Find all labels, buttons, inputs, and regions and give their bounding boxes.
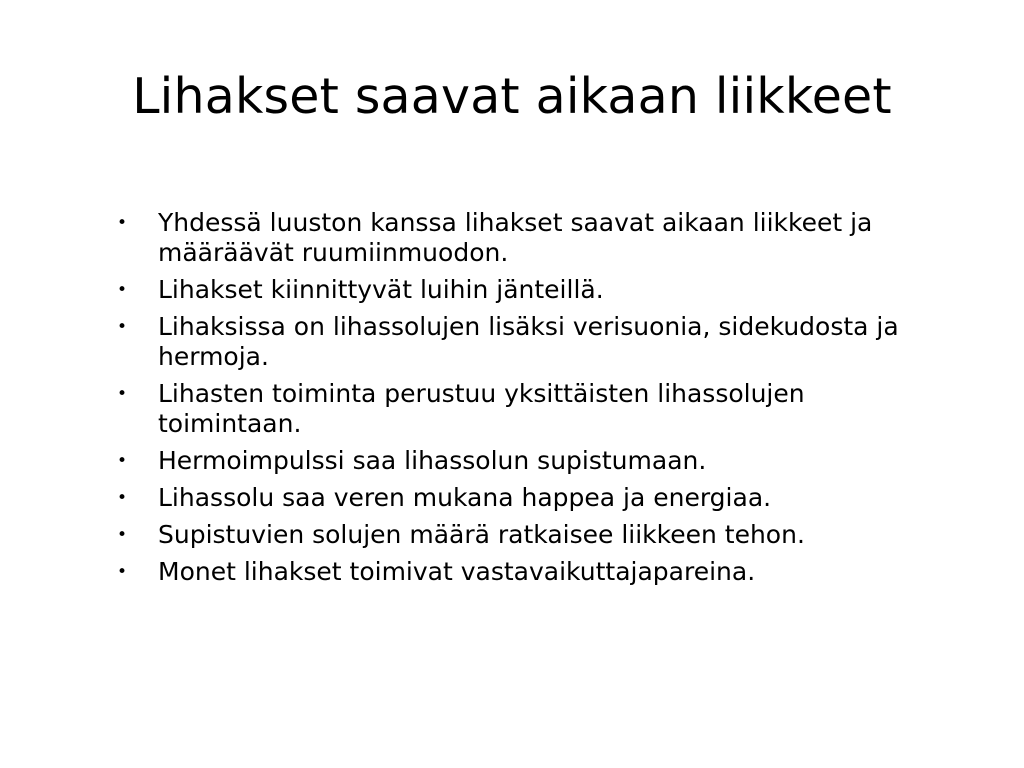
bullet-marker: • [117, 451, 128, 471]
bullet-marker: • [117, 525, 128, 545]
bullet-item [112, 312, 932, 372]
slide-title: Lihakset saavat aikaan liikkeet [132, 68, 892, 125]
bullet-text: Lihassolu saa veren mukana happea ja energiaa. [158, 483, 772, 512]
bullet-text: Lihakset kiinnittyvät luihin jänteillä. [158, 275, 604, 304]
bullet-marker: • [117, 280, 128, 300]
bullet-marker: • [117, 384, 128, 404]
bullet-text: Monet lihakset toimivat vastavaikuttajapareina. [158, 557, 756, 586]
bullet-item [112, 483, 932, 513]
bullet-item [112, 446, 932, 476]
bullet-item [112, 275, 932, 305]
bullet-marker: • [117, 317, 128, 337]
bullet-text: Lihaksissa on lihassolujen lisäksi verisuonia, sidekudosta ja hermoja. [158, 312, 899, 371]
bullet-list [112, 208, 932, 594]
bullet-item [112, 379, 932, 439]
bullet-text: Supistuvien solujen määrä ratkaisee liikkeen tehon. [158, 520, 805, 549]
bullet-text: Yhdessä luuston kanssa lihakset saavat aikaan liikkeet ja määräävät ruumiinmuodon. [158, 208, 873, 267]
bullet-marker: • [117, 562, 128, 582]
bullet-text: Hermoimpulssi saa lihassolun supistumaan. [158, 446, 707, 475]
bullet-marker: • [117, 488, 128, 508]
bullet-item [112, 520, 932, 550]
bullet-item [112, 208, 932, 268]
bullet-text: Lihasten toiminta perustuu yksittäisten lihassolujen toimintaan. [158, 379, 805, 438]
bullet-marker: • [117, 213, 128, 233]
bullet-item [112, 557, 932, 587]
